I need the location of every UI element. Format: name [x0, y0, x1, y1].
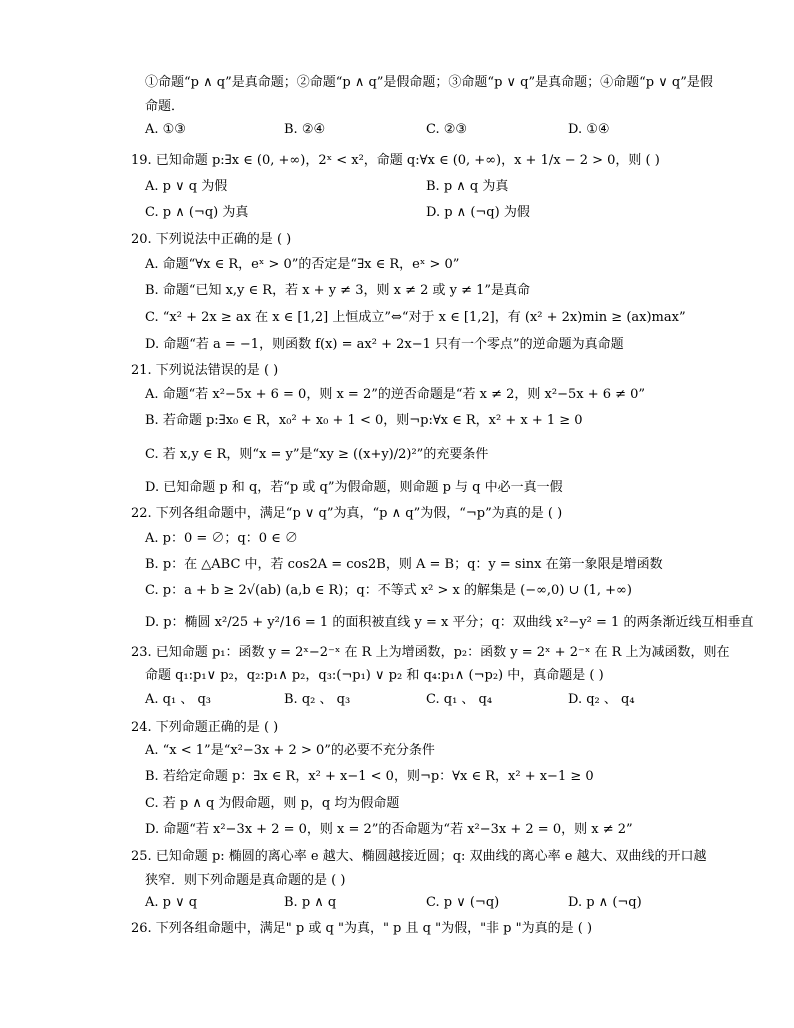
- q23-option-c: C. q₁ 、 q₄: [426, 692, 493, 707]
- q24-option-a: A. “x < 1”是“x²−3x + 2 > 0”的必要不充分条件: [145, 743, 435, 758]
- q18-option-b: B. ②④: [284, 122, 326, 137]
- q26-stem: 26. 下列各组命题中，满足" p 或 q "为真，" p 且 q "为假，"非 p "为真的是 ( ): [131, 921, 593, 936]
- q22-option-a: A. p：0 = ∅；q：0 ∈ ∅: [145, 531, 298, 546]
- q20-option-d: D. 命题“若 a = −1，则函数 f(x) = ax² + 2x−1 只有一个零点”的逆命题为真命题: [145, 337, 624, 352]
- q25-option-b: B. p ∧ q: [284, 895, 337, 910]
- q22-option-b: B. p：在 △ABC 中，若 cos2A = cos2B，则 A = B；q：y = sinx 在第一象限是增函数: [145, 557, 663, 572]
- q21-option-c: C. 若 x,y ∈ R，则“x = y”是“xy ≥ ((x+y)/2)²”的充要条件: [145, 447, 489, 462]
- q18-text-line-2: 命题．: [145, 99, 185, 114]
- q24-option-d: D. 命题“若 x²−3x + 2 = 0，则 x = 2”的否命题为“若 x²−3x + 2 = 0，则 x ≠ 2”: [145, 822, 633, 837]
- q23-stem-line-2: 命题 q₁:p₁∨ p₂，q₂:p₁∧ p₂，q₃:(¬p₁) ∨ p₂ 和 q₄:p₁∧ (¬p₂) 中，真命题是 ( ): [145, 668, 604, 683]
- q21-option-a: A. 命题“若 x²−5x + 6 = 0，则 x = 2”的逆否命题是“若 x ≠ 2，则 x²−5x + 6 ≠ 0”: [145, 387, 646, 402]
- q22-option-c: C. p：a + b ≥ 2√(ab) (a,b ∈ R)；q：不等式 x² > x 的解集是 (−∞,0) ∪ (1, +∞): [145, 583, 632, 598]
- q18-text-line-1: ①命题“p ∧ q”是真命题；②命题“p ∧ q”是假命题；③命题“p ∨ q”是真命题；④命题“p ∨ q”是假: [145, 75, 713, 90]
- q20-option-b: B. 命题“已知 x,y ∈ R，若 x + y ≠ 3，则 x ≠ 2 或 y ≠ 1”是真命: [145, 283, 531, 298]
- q18-option-a: A. ①③: [145, 122, 186, 137]
- q20-stem: 20. 下列说法中正确的是 ( ): [131, 232, 292, 247]
- q19-option-a: A. p ∨ q 为假: [145, 179, 228, 194]
- q24-stem: 24. 下列命题正确的是 ( ): [131, 720, 279, 735]
- q22-option-d: D. p：椭圆 x²/25 + y²/16 = 1 的面积被直线 y = x 平分；q：双曲线 x²−y² = 1 的两条渐近线互相垂直: [145, 615, 754, 630]
- q24-option-c: C. 若 p ∧ q 为假命题，则 p，q 均为假命题: [145, 796, 400, 811]
- q24-option-b: B. 若给定命题 p：∃x ∈ R，x² + x−1 < 0，则¬p：∀x ∈ R，x² + x−1 ≥ 0: [145, 769, 594, 784]
- q19-option-b: B. p ∧ q 为真: [426, 179, 509, 194]
- q23-option-b: B. q₂ 、 q₃: [284, 692, 351, 707]
- q19-option-d: D. p ∧ (¬q) 为假: [426, 205, 530, 220]
- q19-stem: 19. 已知命题 p:∃x ∈ (0, +∞)，2ˣ < x²，命题 q:∀x ∈ (0, +∞)，x + 1/x − 2 > 0，则 ( ): [131, 153, 660, 168]
- q21-stem: 21. 下列说法错误的是 ( ): [131, 363, 279, 378]
- q20-option-c: C. “x² + 2x ≥ ax 在 x ∈ [1,2] 上恒成立”⇔“对于 x ∈ [1,2]，有 (x² + 2x)min ≥ (ax)max”: [145, 310, 686, 325]
- q21-option-d: D. 已知命题 p 和 q，若“p 或 q”为假命题，则命题 p 与 q 中必一真一假: [145, 480, 563, 495]
- q22-stem: 22. 下列各组命题中，满足“p ∨ q”为真，“p ∧ q”为假，“¬p”为真的是 ( ): [131, 506, 563, 521]
- q25-option-c: C. p ∨ (¬q): [426, 895, 500, 910]
- q18-option-c: C. ②③: [426, 122, 468, 137]
- q23-stem-line-1: 23. 已知命题 p₁：函数 y = 2ˣ−2⁻ˣ 在 R 上为增函数，p₂：函数 y = 2ˣ + 2⁻ˣ 在 R 上为减函数，则在: [131, 645, 730, 660]
- q25-option-d: D. p ∧ (¬q): [568, 895, 642, 910]
- q18-option-d: D. ①④: [568, 122, 610, 137]
- q25-option-a: A. p ∨ q: [145, 895, 198, 910]
- q20-option-a: A. 命题“∀x ∈ R，eˣ > 0”的否定是“∃x ∈ R，eˣ > 0”: [145, 257, 460, 272]
- q25-stem-line-2: 狭窄．则下列命题是真命题的是 ( ): [145, 873, 346, 888]
- q21-option-b: B. 若命题 p:∃x₀ ∈ R，x₀² + x₀ + 1 < 0，则¬p:∀x ∈ R，x² + x + 1 ≥ 0: [145, 413, 583, 428]
- q23-option-d: D. q₂ 、 q₄: [568, 692, 635, 707]
- q19-option-c: C. p ∧ (¬q) 为真: [145, 205, 249, 220]
- q25-stem-line-1: 25. 已知命题 p: 椭圆的离心率 e 越大、椭圆越接近圆；q: 双曲线的离心率 e 越大、双曲线的开口越: [131, 849, 707, 864]
- q23-option-a: A. q₁ 、 q₃: [145, 692, 211, 707]
